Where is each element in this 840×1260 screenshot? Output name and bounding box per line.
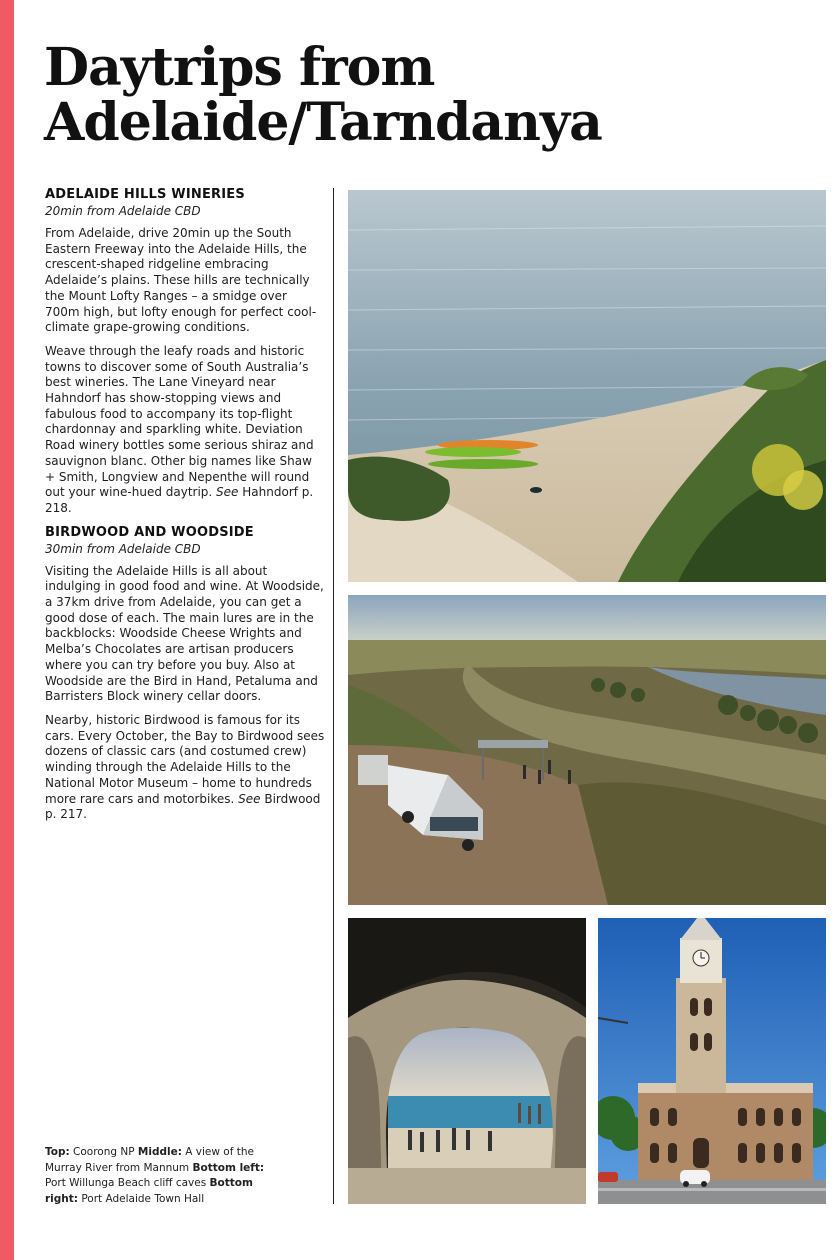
photo-port-willunga-cliff-caves xyxy=(348,918,586,1204)
caption-label: Bottom left: xyxy=(192,1161,265,1174)
section-heading: ADELAIDE HILLS WINERIES xyxy=(45,187,245,202)
see-label: See xyxy=(216,485,239,500)
section-subheading: 30min from Adelaide CBD xyxy=(45,541,201,556)
caption-text: A view of the Murray River from Mannum xyxy=(45,1146,254,1174)
paragraph-text: Nearby, historic Birdwood is famous for its cars. Every October, the Bay to Birdwood sees dozens of classic cars (and costumed crew) winding through the Adelaide Hills to the National Motor Museum – home to hundreds more rare cars and motorbikes. xyxy=(45,712,325,806)
caption-text: Port Adelaide Town Hall xyxy=(78,1192,205,1205)
section-birdwood-and-woodside xyxy=(45,525,325,823)
text-column xyxy=(45,187,325,831)
caption-text: Coorong NP xyxy=(69,1146,138,1158)
photo-caption xyxy=(45,1145,285,1207)
body-paragraph xyxy=(45,713,325,823)
cross-reference: Hahndorf p. 218. xyxy=(45,485,314,515)
see-label: See xyxy=(238,791,261,806)
photo-port-adelaide-town-hall xyxy=(598,918,826,1204)
photo-murray-river-mannum xyxy=(348,595,826,905)
section-subheading: 20min from Adelaide CBD xyxy=(45,204,201,218)
page-title-line-1: Daytrips from xyxy=(44,37,435,98)
body-paragraph xyxy=(45,344,325,517)
cross-reference: Birdwood p. 217. xyxy=(45,791,321,822)
page-title xyxy=(44,37,602,153)
column-divider xyxy=(333,188,334,1204)
body-paragraph: From Adelaide, drive 20min up the South Eastern Freeway into the Adelaide Hills, the crescent-shaped ridgeline embracing Adelaide’s plains. These hills are technically the Mount Lofty Ranges – a smidge over 700m high, but lofty enough for perfect cool-climate grape-growing conditions. xyxy=(45,226,317,335)
caption-label: Bottom right: xyxy=(45,1177,253,1205)
caption-label: Middle: xyxy=(137,1146,182,1158)
body-paragraph: Visiting the Adelaide Hills is all about indulging in good food and wine. At Woodside, a 37km drive from Adelaide, you can get a good dose of each. The main lures are in the backblocks: Woodside Cheese Wrights and Melba’s Chocolates are artisan producers where you can try before you buy. Also at Woodside are the Bird in Hand, Petaluma and Barristers Block winery cellar doors. xyxy=(45,563,324,704)
section-heading: BIRDWOOD AND WOODSIDE xyxy=(45,524,254,540)
photo-coorong-np xyxy=(348,190,826,582)
paragraph-text: Weave through the leafy roads and historic towns to discover some of South Australia’s best wineries. The Lane Vineyard near Hahndorf has show-stopping views and fabulous food to accompany its top-flight chardonnay and sparkling white. Deviation Road winery bottles some serious shiraz and sauvignon blanc. Other big names like Shaw + Smith, Longview and Nepenthe will round out your wine-hued daytrip. xyxy=(45,343,314,500)
page-title-line-2: Adelaide/Tarndanya xyxy=(44,92,602,153)
page-edge-accent-bar xyxy=(0,0,14,1260)
caption-text: Port Willunga Beach cliff caves xyxy=(45,1177,210,1189)
section-adelaide-hills-wineries xyxy=(45,187,325,517)
caption-label: Top: xyxy=(45,1146,70,1158)
